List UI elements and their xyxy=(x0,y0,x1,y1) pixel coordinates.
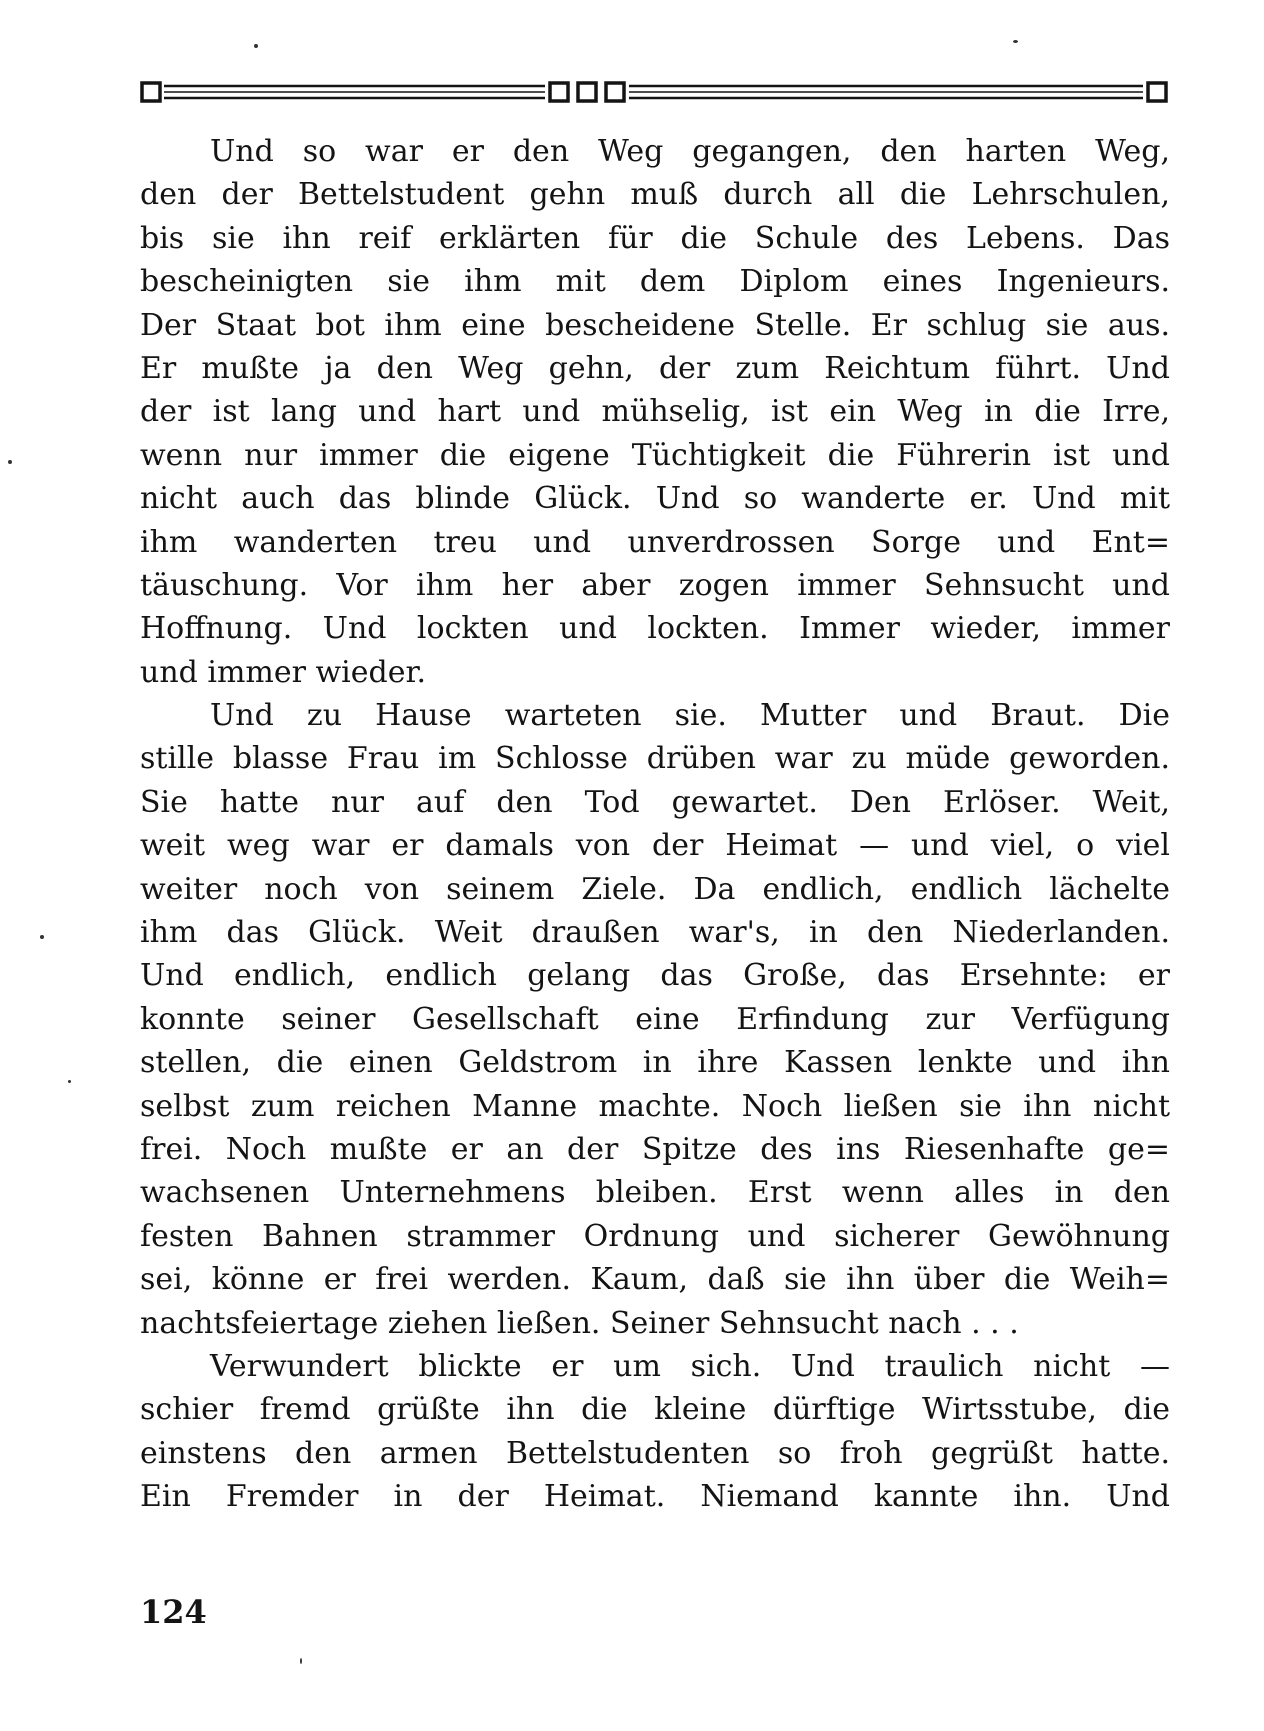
text-line: ihm wanderten treu und unverdrossen Sorge und Ent= xyxy=(140,524,1170,560)
text-line: nachtsfeiertage ziehen ließen. Seiner Sehnsucht nach . . . xyxy=(140,1305,1019,1341)
text-line: festen Bahnen strammer Ordnung und sicherer Gewöhnung xyxy=(140,1218,1170,1254)
text-line: sei, könne er frei werden. Kaum, daß sie ihn über die Weih= xyxy=(140,1262,1170,1298)
text-line: konnte seiner Gesellschaft eine Erfindung zur Verfügung xyxy=(140,1001,1170,1037)
text-line: wachsenen Unternehmens bleiben. Erst wenn alles in den xyxy=(140,1175,1170,1211)
header-ornament-rule xyxy=(140,76,1170,110)
paper-speck xyxy=(254,44,258,48)
text-line: Er mußte ja den Weg gehn, der zum Reichtum führt. Und xyxy=(140,350,1170,386)
text-line: frei. Noch mußte er an der Spitze des ins Riesenhafte ge= xyxy=(140,1131,1170,1167)
paper-speck xyxy=(68,1080,71,1083)
text-line: Und zu Hause warteten sie. Mutter und Braut. Die xyxy=(210,698,1170,734)
text-line: schier fremd grüßte ihn die kleine dürftige Wirtsstube, die xyxy=(140,1392,1170,1428)
paper-speck xyxy=(1013,40,1018,43)
text-line: täuschung. Vor ihm her aber zogen immer Sehnsucht und xyxy=(140,567,1170,603)
text-line: bis sie ihn reif erklärten für die Schule des Lebens. Das xyxy=(140,220,1170,256)
paper-speck xyxy=(8,460,12,464)
text-line: bescheinigten sie ihm mit dem Diplom eines Ingenieurs. xyxy=(140,264,1170,300)
text-line: Und endlich, endlich gelang das Große, das Ersehnte: er xyxy=(140,958,1170,994)
text-line: wenn nur immer die eigene Tüchtigkeit die Führerin ist und xyxy=(140,437,1170,473)
text-line: selbst zum reichen Manne machte. Noch ließen sie ihn nicht xyxy=(140,1088,1170,1124)
text-line: weiter noch von seinem Ziele. Da endlich, endlich lächelte xyxy=(140,871,1170,907)
text-line: stille blasse Frau im Schlosse drüben war zu müde geworden. xyxy=(140,741,1170,777)
body-text xyxy=(140,130,1170,1519)
text-line: der ist lang und hart und mühselig, ist ein Weg in die Irre, xyxy=(140,394,1170,430)
text-line: Hoffnung. Und lockten und lockten. Immer wieder, immer xyxy=(140,611,1170,647)
text-line: einstens den armen Bettelstudenten so froh gegrüßt hatte. xyxy=(140,1435,1170,1471)
text-line: Der Staat bot ihm eine bescheidene Stelle. Er schlug sie aus. xyxy=(140,307,1170,343)
text-line: und immer wieder. xyxy=(140,654,427,690)
text-line: den der Bettelstudent gehn muß durch all die Lehrschulen, xyxy=(140,177,1170,213)
paper-speck xyxy=(300,1658,302,1664)
text-line: nicht auch das blinde Glück. Und so wanderte er. Und mit xyxy=(140,481,1170,517)
text-line: Ein Fremder in der Heimat. Niemand kannte ihn. Und xyxy=(140,1479,1170,1515)
text-line: Verwundert blickte er um sich. Und traulich nicht — xyxy=(210,1348,1170,1384)
paper-speck xyxy=(40,935,44,939)
text-line: ihm das Glück. Weit draußen war's, in den Niederlanden. xyxy=(140,915,1170,951)
page-number: 124 xyxy=(140,1593,207,1631)
text-line: Und so war er den Weg gegangen, den harten Weg, xyxy=(210,134,1170,169)
text-line: Sie hatte nur auf den Tod gewartet. Den Erlöser. Weit, xyxy=(140,784,1170,820)
text-line: stellen, die einen Geldstrom in ihre Kassen lenkte und ihn xyxy=(140,1045,1170,1081)
text-line: weit weg war er damals von der Heimat — und viel, o viel xyxy=(140,828,1170,864)
